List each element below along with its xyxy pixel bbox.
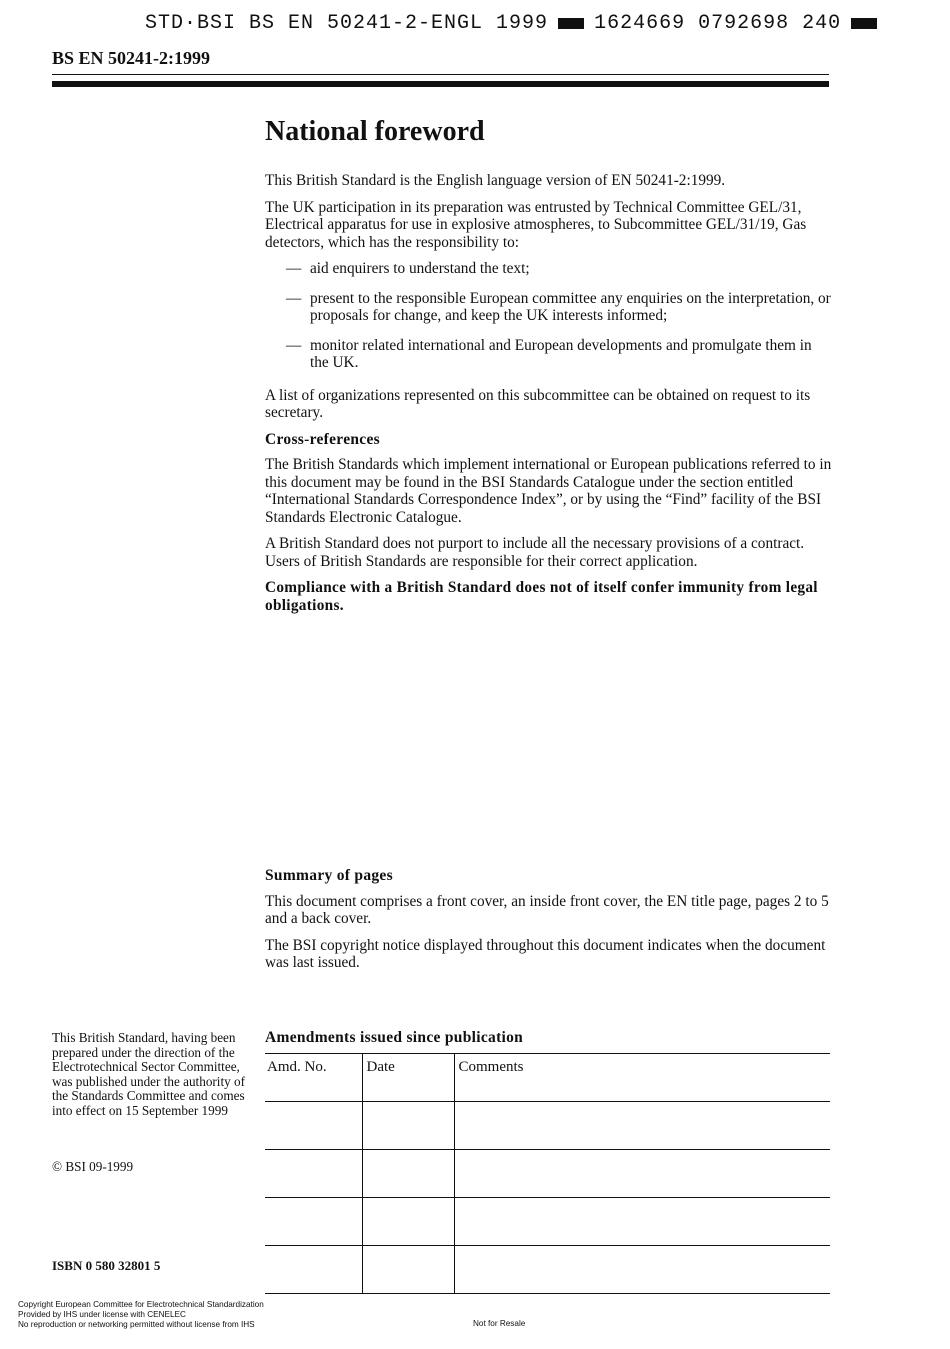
column-header-date: Date xyxy=(362,1054,454,1102)
column-header-comments: Comments xyxy=(454,1054,830,1102)
purport-paragraph: A British Standard does not purport to include all the necessary provisions of a contract. Users of British Standards are responsible for their correct application. xyxy=(265,535,805,570)
stamp-block-mark xyxy=(851,18,877,29)
table-cell xyxy=(265,1102,362,1150)
table-cell xyxy=(362,1246,454,1294)
table-cell xyxy=(454,1150,830,1198)
summary-paragraph: This document comprises a front cover, an inside front cover, the EN title page, pages 2 to 5 and a back cover. xyxy=(265,892,829,927)
stamp-block-mark xyxy=(558,18,584,29)
document-code: BS EN 50241-2:1999 xyxy=(52,48,211,68)
table-row xyxy=(265,1102,830,1150)
table-cell xyxy=(362,1102,454,1150)
page-title: National foreword xyxy=(265,116,485,147)
table-cell xyxy=(265,1198,362,1246)
footer-line: No reproduction or networking permitted without license from IHS xyxy=(18,1320,255,1329)
table-cell xyxy=(362,1198,454,1246)
header-rule-thick xyxy=(52,81,829,87)
foreword-body xyxy=(265,172,833,623)
stamp-number: 1624669 0792698 240 xyxy=(594,12,842,35)
not-for-resale-label: Not for Resale xyxy=(473,1319,526,1328)
bsi-copyright: © BSI 09-1999 xyxy=(52,1159,134,1174)
summary-heading: Summary of pages xyxy=(265,867,393,884)
summary-section xyxy=(265,867,833,981)
table-cell xyxy=(265,1150,362,1198)
stamp-code: STD·BSI BS EN 50241-2-ENGL 1999 xyxy=(145,12,549,35)
document-stamp xyxy=(145,12,877,35)
list-item: — aid enquirers to understand the text; xyxy=(286,260,530,277)
intro-paragraph: This British Standard is the English language version of EN 50241-2:1999. xyxy=(265,172,726,189)
copyright-notice-paragraph: The BSI copyright notice displayed throughout this document indicates when the document was last issued. xyxy=(265,936,826,971)
header-rule-thin xyxy=(52,74,829,75)
table-row xyxy=(265,1150,830,1198)
table-cell xyxy=(454,1102,830,1150)
amendments-table xyxy=(265,1053,830,1294)
amendments-title: Amendments issued since publication xyxy=(265,1029,524,1046)
list-item: — monitor related international and European developments and promulgate them in the UK. xyxy=(286,336,812,371)
footer-line: Provided by IHS under license with CENELEC xyxy=(18,1310,186,1319)
table-row xyxy=(265,1198,830,1246)
list-note-paragraph: A list of organizations represented on this subcommittee can be obtained on request to its secretary. xyxy=(265,386,811,421)
isbn: ISBN 0 580 32801 5 xyxy=(52,1258,161,1273)
table-cell xyxy=(265,1246,362,1294)
crossref-heading: Cross-references xyxy=(265,430,380,448)
authority-statement: This British Standard, having been prepared under the direction of the Electrotechnical Sector Committee, was published under the authority of the Standards Committee and comes into effect on 15 September 1999 xyxy=(52,1030,246,1118)
compliance-note: Compliance with a British Standard does not of itself confer immunity from legal obligations. xyxy=(265,579,818,614)
crossref-paragraph: The British Standards which implement international or European publications referred to in this document may be found in the BSI Standards Catalogue under the section entitled “International Standards Correspondence Index”, or by using the “Find” facility of the BSI Standards Electronic Catalogue. xyxy=(265,456,832,526)
column-header-amd-no: Amd. No. xyxy=(265,1054,362,1102)
table-cell xyxy=(454,1246,830,1294)
table-row xyxy=(265,1246,830,1294)
list-item: — present to the responsible European committee any enquiries on the interpretation, or proposals for change, and keep the UK interests informed; xyxy=(286,289,831,324)
responsibility-list xyxy=(265,260,833,372)
footer-line: Copyright European Committee for Electrotechnical Standardization xyxy=(18,1300,264,1309)
ihs-footer xyxy=(18,1300,264,1330)
participation-paragraph: The UK participation in its preparation was entrusted by Technical Committee GEL/31, Electrical apparatus for use in explosive atmospheres, to Subcommittee GEL/31/19, Gas detectors, which has the responsibility to: xyxy=(265,198,807,251)
table-cell xyxy=(454,1198,830,1246)
table-header-row xyxy=(265,1054,830,1102)
table-cell xyxy=(362,1150,454,1198)
